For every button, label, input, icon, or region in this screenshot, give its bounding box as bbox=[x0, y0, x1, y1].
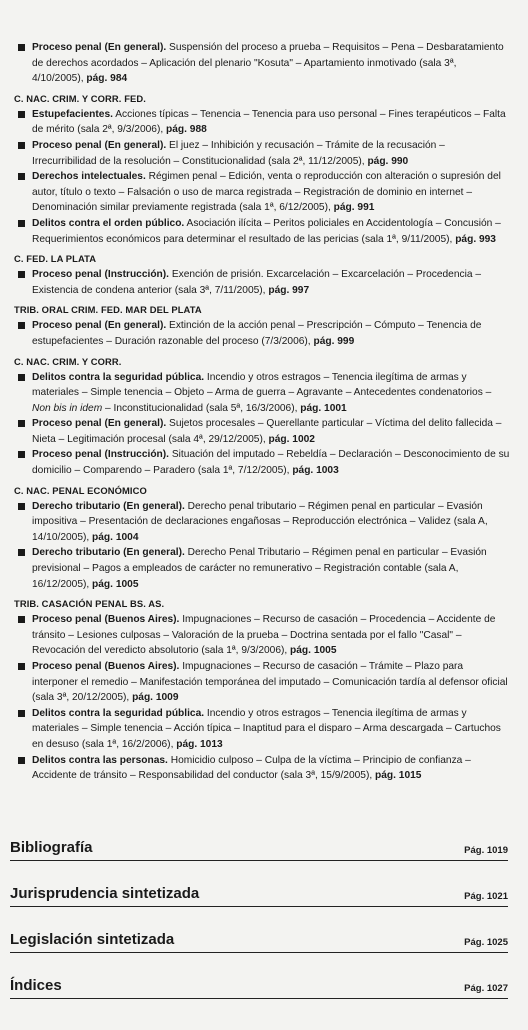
section-row bbox=[10, 864, 508, 907]
bullet-square-icon bbox=[18, 663, 25, 670]
court-heading: C. NAC. CRIM. Y CORR. FED. bbox=[14, 92, 146, 104]
entry-page-ref: pág. 1004 bbox=[92, 531, 139, 543]
entry-description: Incendio y otros estragos – Tenencia ilegítima de armas y materiales – Simple tenencia – Acción típica – Inaptitud para el disparo – Arma descargada – Cartuchos en desuso (sala 1ª, 16/2/2006), bbox=[32, 707, 501, 750]
bullet-square-icon bbox=[18, 374, 25, 381]
bullet-square-icon bbox=[18, 322, 25, 329]
entry-heading: Proceso penal (En general). bbox=[32, 320, 167, 332]
bullet-square-icon bbox=[18, 503, 25, 510]
entry-description: Impugnaciones – Recurso de casación – Trámite – Plazo para interponer el remedio – Manifestación temporánea del imputado – Comunicación tardía al defensor oficial (sala 3ª, 20/12/2005), bbox=[32, 661, 508, 704]
index-entry bbox=[10, 216, 510, 247]
section-page-ref: Pág. 1021 bbox=[464, 891, 508, 902]
bullet-square-icon bbox=[18, 220, 25, 227]
index-entry bbox=[10, 612, 510, 659]
entry-page-ref: pág. 993 bbox=[455, 233, 496, 245]
entry-description: Régimen penal – Edición, venta o reproducción con alteración o supresión del autor, título o texto – Falsación o uso de marca registrada – Registración de dominio en internet – Denominación similar previamente registrada (sala 1ª, 6/12/2005), bbox=[32, 171, 501, 214]
section-title: Bibliografía bbox=[10, 839, 93, 856]
bullet-square-icon bbox=[18, 44, 25, 51]
entry-heading: Delitos contra las personas. bbox=[32, 754, 168, 766]
section-page-ref: Pág. 1019 bbox=[464, 845, 508, 856]
entry-page-ref: pág. 997 bbox=[268, 284, 310, 296]
entry-page-ref: pág. 984 bbox=[86, 73, 128, 85]
entry-page-ref: pág. 1005 bbox=[92, 578, 139, 590]
entry-description: Situación del imputado – Rebeldía – Declaración – Desconocimiento de su domicilio – Comparendo – Paradero (sala 1ª, 7/12/2005), bbox=[32, 449, 510, 477]
entry-description: Extinción de la acción penal – Prescripción – Cómputo – Tenencia de estupefacientes – Duración razonable del proceso (7/3/2006), bbox=[32, 320, 482, 347]
section-row bbox=[10, 956, 508, 999]
section-title: Índices bbox=[10, 977, 62, 994]
entry-description-cont: – Inconstitucionalidad (sala 5ª, 16/3/2006), bbox=[102, 402, 301, 414]
entry-page-ref: pág. 999 bbox=[313, 335, 355, 347]
index-entry bbox=[10, 659, 510, 706]
index-entry bbox=[10, 447, 510, 478]
index-entry bbox=[10, 40, 510, 87]
index-entry bbox=[10, 318, 510, 349]
entry-description: Sujetos procesales – Querellante particular – Víctima del delito fallecida – Nieta – Legitimación procesal (sala 4ª, 29/12/2005), bbox=[32, 418, 502, 445]
entry-page-ref: pág. 991 bbox=[333, 202, 375, 214]
section-page-ref: Pág. 1025 bbox=[464, 937, 508, 948]
entry-heading: Proceso penal (Buenos Aires). bbox=[32, 661, 180, 672]
index-entry bbox=[10, 138, 510, 169]
entry-heading: Derecho tributario (En general). bbox=[32, 547, 185, 559]
entry-description: Homicidio culposo – Culpa de la víctima – Principio de confianza – Accidente de tránsito – Responsabilidad del conductor (sala 3ª, 15/9/2005), bbox=[32, 754, 471, 782]
entry-description: Impugnaciones – Recurso de casación – Procedencia – Accidente de tránsito – Lesiones culposas – Valoración de la prueba – Doctrina sentada por el fallo "Casal" – Revocación del veredicto absolutorio (sala 1ª, 9/3/2006), bbox=[32, 614, 496, 657]
entry-page-ref: pág. 988 bbox=[166, 124, 207, 136]
entry-heading: Estupefacientes. bbox=[32, 108, 113, 120]
court-heading: C. FED. LA PLATA bbox=[14, 253, 97, 265]
section-title: Jurisprudencia sintetizada bbox=[10, 885, 200, 902]
bullet-square-icon bbox=[18, 173, 25, 180]
section-row bbox=[10, 818, 508, 861]
entry-description: Suspensión del proceso a prueba – Requisitos – Pena – Desbaratamiento de derechos acordados – Aplicación del plenario "Kosuta" – Apartamiento inmotivado (sala 3ª, 4/10/2005), bbox=[32, 42, 504, 85]
index-entry bbox=[10, 499, 510, 546]
index-sections bbox=[10, 818, 508, 1002]
bullet-square-icon bbox=[18, 616, 25, 623]
entry-description: Exención de prisión. Excarcelación – Excarcelación – Procedencia – Existencia de condena anterior (sala 3ª, 7/11/2005), bbox=[32, 269, 482, 296]
entry-description: El juez – Inhibición y recusación – Trámite de la recusación – Irrecurribilidad de la resolución – Constitucionalidad (sala 2ª, 11/12/2005), bbox=[32, 139, 445, 167]
index-entry bbox=[10, 416, 510, 447]
entry-latin-phrase: Non bis in idem bbox=[32, 402, 103, 414]
entry-heading: Derechos intelectuales. bbox=[32, 171, 146, 183]
entry-description: Incendio y otros estragos – Tenencia ilegítima de armas y materiales – Simple tenencia – Objeto – Arma de guerra – Agravante – Antecedentes condenatorios – bbox=[32, 371, 492, 399]
index-entry bbox=[10, 169, 510, 216]
section-title: Legislación sintetizada bbox=[10, 931, 175, 948]
index-entry bbox=[10, 706, 510, 753]
entry-description: Derecho Penal Tributario – Régimen penal en particular – Evasión previsional – Pagos a empleados de carácter no remunerativo – Registración contable (sala A, 16/12/2005), bbox=[32, 547, 487, 590]
index-entry bbox=[10, 107, 510, 138]
entry-heading: Proceso penal (Instrucción). bbox=[32, 449, 169, 461]
entry-heading: Proceso penal (En general). bbox=[32, 139, 167, 151]
section-page-ref: Pág. 1027 bbox=[464, 983, 508, 994]
entry-heading: Proceso penal (Buenos Aires). bbox=[32, 614, 180, 626]
entry-heading: Derecho tributario (En general). bbox=[32, 500, 185, 512]
entry-heading: Proceso penal (Instrucción). bbox=[32, 269, 169, 281]
bullet-square-icon bbox=[18, 451, 25, 458]
entry-page-ref: pág. 1003 bbox=[292, 465, 339, 477]
bullet-square-icon bbox=[18, 142, 25, 149]
index-entry bbox=[10, 545, 510, 592]
entry-heading: Proceso penal (En general). bbox=[32, 42, 167, 53]
court-heading: TRIB. CASACIÓN PENAL BS. AS. bbox=[14, 598, 165, 610]
court-heading: C. NAC. CRIM. Y CORR. bbox=[14, 355, 122, 367]
bullet-square-icon bbox=[18, 111, 25, 118]
entry-description: Asociación ilícita – Peritos policiales en Accidentología – Concusión – Requerimientos económicos para determinar el resultado de las pericias (sala 1ª, 9/11/2005), bbox=[32, 217, 501, 245]
bullet-square-icon bbox=[18, 420, 25, 427]
court-heading: TRIB. ORAL CRIM. FED. MAR DEL PLATA bbox=[14, 304, 202, 316]
court-heading: C. NAC. PENAL ECONÓMICO bbox=[14, 484, 147, 496]
entry-description: Derecho penal tributario – Régimen penal en particular – Evasión impositiva – Presentación de declaraciones engañosas – Reproducción electrónica – Validez (sala A, 14/10/2005), bbox=[32, 500, 488, 543]
entry-page-ref: pág. 1009 bbox=[132, 692, 179, 704]
entry-heading: Delitos contra la seguridad pública. bbox=[32, 707, 205, 719]
bullet-square-icon bbox=[18, 757, 25, 764]
entry-heading: Delitos contra la seguridad pública. bbox=[32, 371, 205, 383]
entry-page-ref: pág. 1013 bbox=[176, 738, 223, 750]
section-row bbox=[10, 910, 508, 953]
bullet-square-icon bbox=[18, 271, 25, 278]
entry-page-ref: pág. 1015 bbox=[375, 770, 422, 782]
bullet-square-icon bbox=[18, 710, 25, 717]
entry-heading: Proceso penal (En general). bbox=[32, 418, 167, 430]
entry-description: Acciones típicas – Tenencia – Tenencia para uso personal – Fines terapéuticos – Falta de mérito (sala 2ª, 9/3/2006), bbox=[32, 108, 506, 136]
entry-heading: Delitos contra el orden público. bbox=[32, 217, 185, 229]
entry-page-ref: pág. 1002 bbox=[268, 433, 315, 445]
entry-page-ref: pág. 1001 bbox=[300, 402, 347, 414]
index-entry bbox=[10, 370, 510, 417]
bullet-square-icon bbox=[18, 549, 25, 556]
entry-page-ref: pág. 990 bbox=[367, 155, 409, 167]
index-entries bbox=[10, 40, 510, 784]
entry-page-ref: pág. 1005 bbox=[290, 645, 337, 657]
index-entry bbox=[10, 267, 510, 298]
index-entry bbox=[10, 753, 510, 784]
